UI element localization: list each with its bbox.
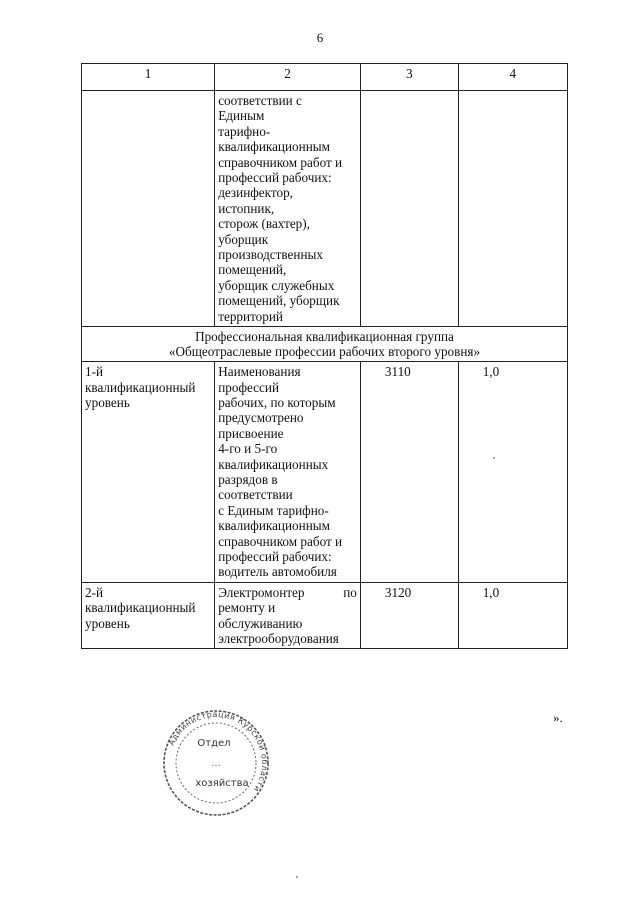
closing-quote-mark: ». — [553, 710, 563, 725]
level-cell: 1-й квалификационный уровень — [82, 362, 215, 583]
scan-speck — [493, 457, 495, 459]
stamp-center-line-2: ... — [211, 758, 221, 769]
header-col-2: 2 — [215, 64, 361, 91]
description-cell — [215, 582, 361, 649]
stamp-ring-text: Администрация Курской области — [166, 709, 270, 794]
table-row — [82, 362, 568, 583]
scan-speck — [296, 876, 298, 878]
table-header-row — [82, 64, 568, 91]
description-cell: соответствии с Единым тарифно- квалификационным справочником работ и профессий рабочих: дезинфектор, истопник, сторож (вахтер), уборщик производственных помещений, уборщик служебных помещений, уборщик территорий — [215, 91, 361, 327]
description-cell: Наименования профессий рабочих, по которым предусмотрено присвоение 4-го и 5-го квалификационных разрядов в соответствии с Единым тарифно- квалификационным справочником работ и профессий рабочих: водитель автомобиля — [215, 362, 361, 583]
qualification-table — [81, 63, 568, 649]
round-seal-stamp — [152, 708, 280, 818]
stamp-center-line-1: Отдел — [197, 738, 231, 749]
page-number: 6 — [316, 30, 324, 45]
group-heading-row — [82, 327, 568, 362]
description-rest: ремонту и обслуживанию электрооборудования — [218, 600, 339, 646]
header-col-4: 4 — [458, 64, 567, 91]
coefficient-cell: 1,0 — [458, 582, 567, 649]
code-cell: 3110 — [360, 362, 458, 583]
level-cell — [82, 91, 215, 327]
table-row — [82, 91, 568, 327]
coefficient-cell — [458, 91, 567, 327]
level-cell: 2-й квалификационный уровень — [82, 582, 215, 649]
header-col-1: 1 — [82, 64, 215, 91]
description-first-word: Электромонтер — [218, 584, 305, 600]
code-cell — [360, 91, 458, 327]
code-cell: 3120 — [360, 582, 458, 649]
group-heading: Профессиональная квалификационная группа «Общеотраслевые профессии рабочих второго уровня» — [82, 327, 568, 362]
table-row — [82, 582, 568, 649]
stamp-center-line-3: хозяйства — [195, 778, 249, 789]
coefficient-cell: 1,0 — [458, 362, 567, 583]
description-first-word-end: по — [343, 584, 357, 600]
header-col-3: 3 — [360, 64, 458, 91]
